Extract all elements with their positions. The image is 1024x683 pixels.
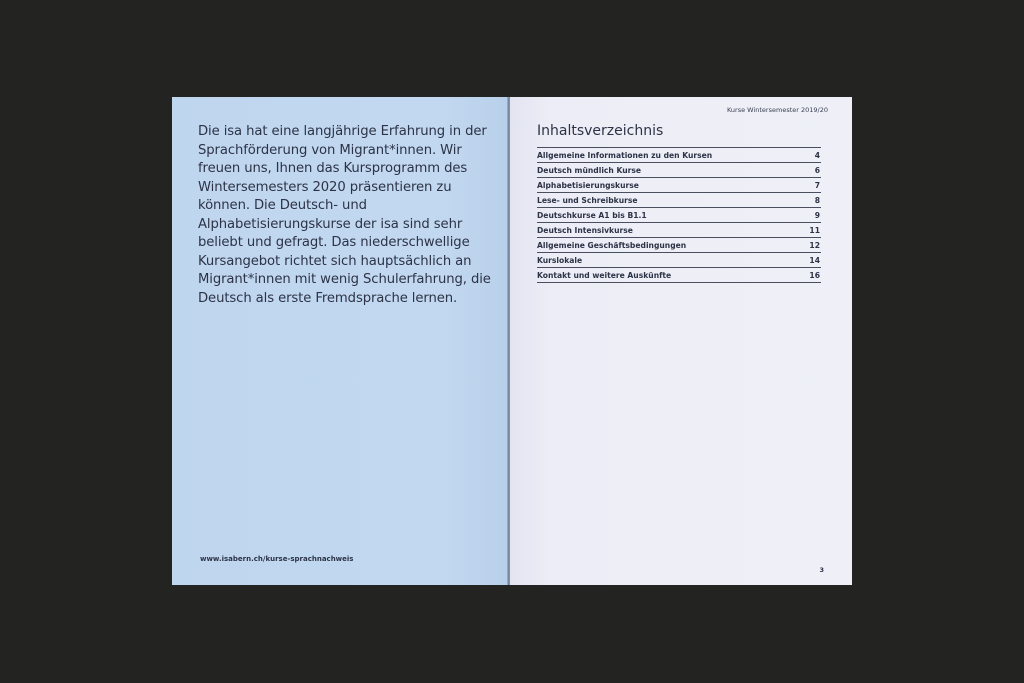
toc-entry-title: Deutschkurse A1 bis B1.1: [537, 210, 647, 220]
toc-entry: [537, 208, 821, 223]
toc-entry-page: 8: [814, 195, 820, 205]
toc-entry-page: 16: [809, 270, 820, 280]
toc-entry: [537, 223, 821, 238]
toc-entry-title: Kontakt und weitere Auskünfte: [537, 270, 672, 280]
toc-entry: [537, 268, 821, 283]
toc-entry: [537, 148, 821, 163]
toc-entry: [537, 253, 821, 268]
toc-entry-title: Deutsch mündlich Kurse: [537, 165, 642, 175]
toc-entry-page: 11: [809, 225, 820, 235]
footer-url: www.isabern.ch/kurse-sprachnachweis: [200, 555, 354, 563]
toc-entry-title: Deutsch Intensivkurse: [537, 225, 633, 235]
toc-entry-title: Allgemeine Informationen zu den Kursen: [537, 150, 713, 160]
toc-entry: [537, 163, 821, 178]
toc-entry-page: 14: [809, 255, 820, 265]
toc-entry-title: Alphabetisierungskurse: [537, 180, 639, 190]
toc-entry-page: 9: [814, 210, 820, 220]
table-of-contents: [537, 147, 821, 283]
toc-entry-page: 6: [814, 165, 820, 175]
intro-paragraph: Die isa hat eine langjährige Erfahrung in der Sprachförderung von Migrant*innen. Wir freuen uns, Ihnen das Kursprogramm des Wintersemesters 2020 präsentieren zu können. Die Deutsch- und Alphabetisierungskurse der isa sind sehr beliebt und gefragt. Das niederschwellige Kursangebot richtet sich hauptsächlich an Migrant*innen mit wenig Schulerfahrung, die Deutsch als erste Fremdsprache lernen.: [198, 124, 491, 306]
toc-entry-page: 12: [809, 240, 820, 250]
left-page: [172, 97, 509, 585]
toc-title: Inhaltsverzeichnis: [537, 123, 664, 139]
right-page: [510, 97, 852, 585]
toc-entry-page: 7: [814, 180, 820, 190]
toc-entry-title: Allgemeine Geschäftsbedingungen: [537, 240, 687, 250]
page-number: 3: [819, 566, 824, 574]
toc-entry-page: 4: [814, 150, 820, 160]
toc-entry: [537, 193, 821, 208]
toc-entry-title: Lese- und Schreibkurse: [537, 195, 638, 205]
toc-entry: [537, 178, 821, 193]
toc-entry: [537, 238, 821, 253]
toc-entry-title: Kurslokale: [537, 255, 583, 265]
running-head: Kurse Wintersemester 2019/20: [726, 106, 828, 114]
